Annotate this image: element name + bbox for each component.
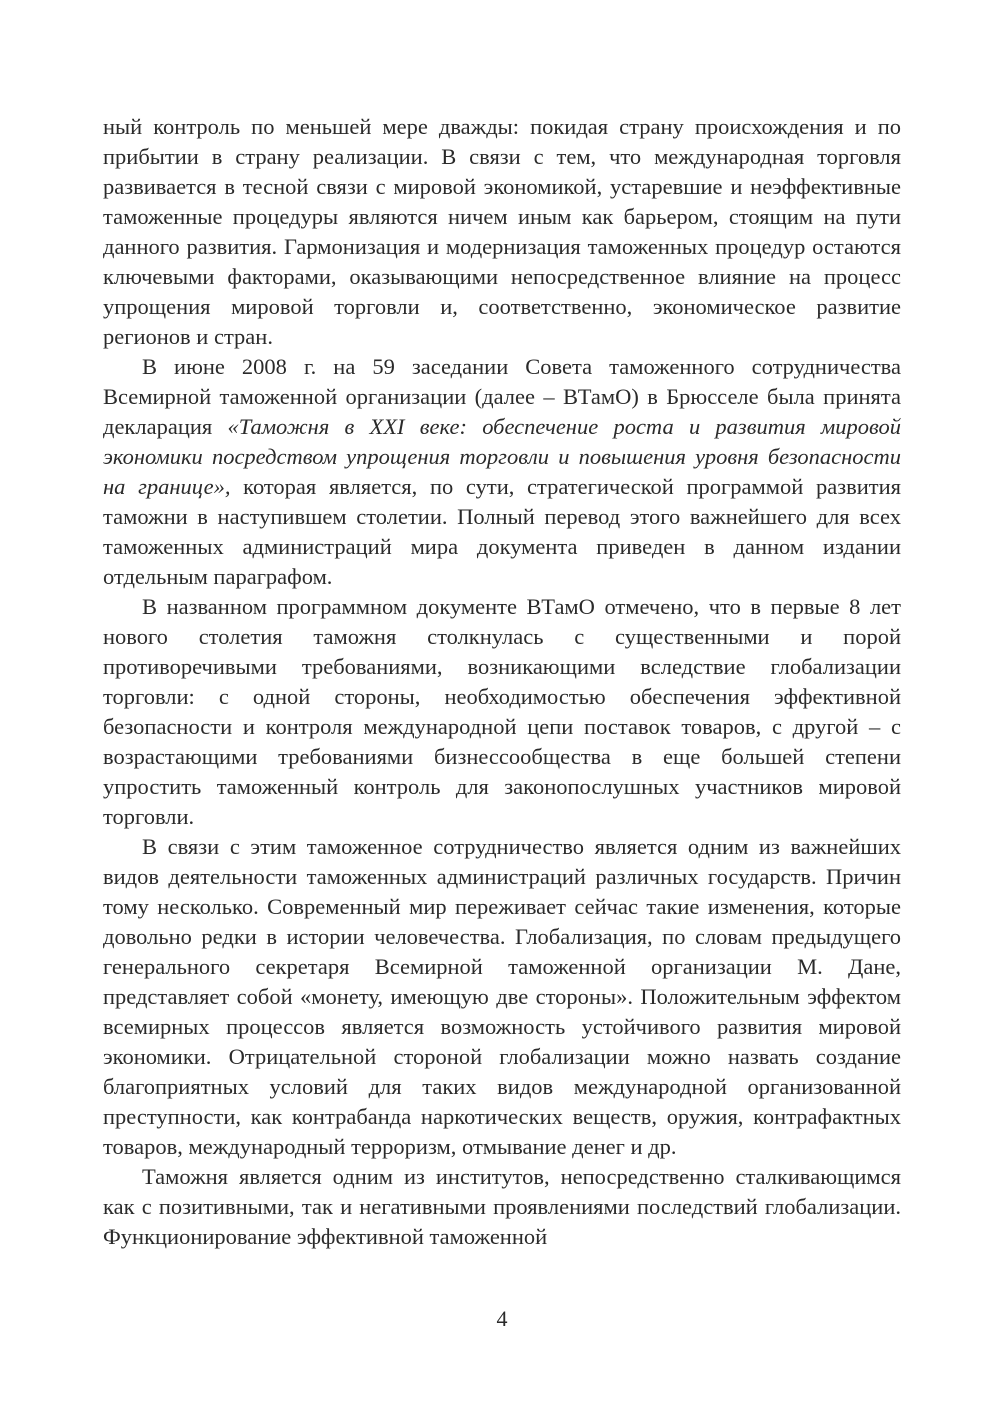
page-body	[103, 112, 901, 1252]
declaration-title: «Таможня в XXI веке: обеспечение роста и развития мировой экономики посредством упрощения торговли и повышения уровня безопасности на границе»,	[103, 414, 902, 499]
paragraph-2-text-end: которая является, по сути, стратегической программой развития таможни в наступившем столетии. Полный перевод этого важнейшего для всех таможенных администраций мира документа приведен в данном издании отдельным параграфом.	[103, 474, 901, 589]
paragraph-4: В связи с этим таможенное сотрудничество является одним из важнейших видов деятельности таможенных администраций различных государств. Причин тому несколько. Современный мир переживает сейчас такие изменения, которые довольно редки в истории человечества. Глобализация, по словам предыдущего генерального секретаря Всемирной таможенной организации М. Дане, представляет собой «монету, имеющую две стороны». Положительным эффектом всемирных процессов является возможность устойчивого развития мировой экономики. Отрицательной стороной глобализации можно назвать создание благоприятных условий для таких видов международной организованной преступности, как контрабанда наркотических веществ, оружия, контрафактных товаров, международный терроризм, отмывание денег и др.	[103, 834, 901, 1159]
paragraph-2-text-start: В июне 2008 г. на 59 заседании Совета таможенного сотрудничества Всемирной таможенной организации (далее – ВТамО) в Брюсселе была принята декларация	[103, 354, 901, 439]
page-number: 4	[496, 1306, 508, 1331]
paragraph-5: Таможня является одним из институтов, непосредственно сталкивающимся как с позитивными, так и негативными проявлениями последствий глобализации. Функционирование эффективной таможенной	[103, 1164, 901, 1249]
paragraph-3: В названном программном документе ВТамО отмечено, что в первые 8 лет нового столетия таможня столкнулась с существенными и порой противоречивыми требованиями, возникающими вследствие глобализации торговли: с одной стороны, необходимостью обеспечения эффективной безопасности и контроля международной цепи поставок товаров, с другой – с возрастающими требованиями бизнессообщества в еще большей степени упростить таможенный контроль для законопослушных участников мировой торговли.	[103, 594, 901, 829]
paragraph-1: ный контроль по меньшей мере дважды: покидая страну происхождения и по прибытии в страну реализации. В связи с тем, что международная торговля развивается в тесной связи с мировой экономикой, устаревшие и неэффективные таможенные процедуры являются ничем иным как барьером, стоящим на пути данного развития. Гармонизация и модернизация таможенных процедур остаются ключевыми факторами, оказывающими непосредственное влияние на процесс упрощения мировой торговли и, соответственно, экономическое развитие регионов и стран.	[103, 114, 901, 349]
paragraph-2	[103, 352, 901, 592]
